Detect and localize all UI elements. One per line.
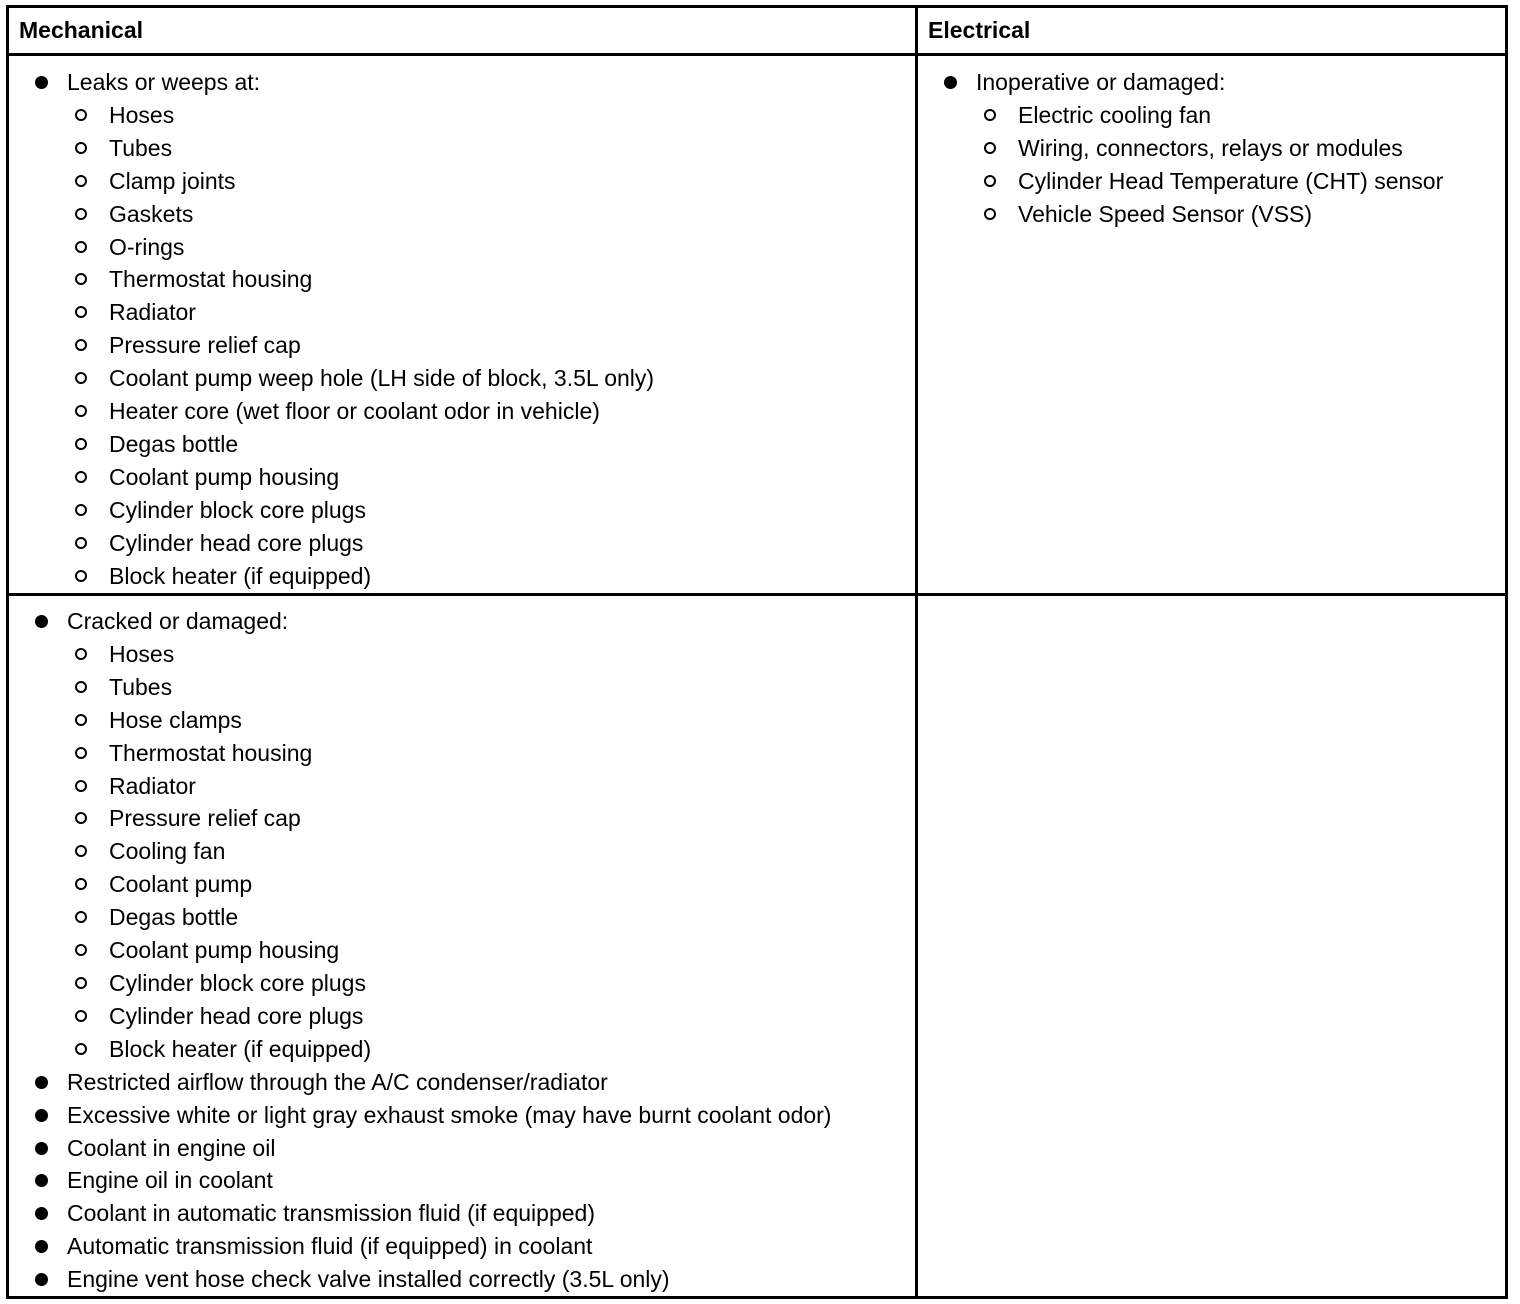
circle-bullet-icon [75,681,87,693]
circle-bullet-icon [984,142,996,154]
sub-list-item-text: Radiator [109,772,196,799]
sub-list-item-text: O-rings [109,233,185,260]
bullet-list [9,66,915,593]
sub-list-item-text: Cylinder block core plugs [109,969,366,996]
circle-bullet-icon [75,747,87,759]
list-item [9,1263,915,1296]
sub-list-item-text: Coolant pump [109,871,253,898]
circle-bullet-icon [75,339,87,351]
circle-bullet-icon [75,648,87,660]
list-item-text: Restricted airflow through the A/C condenser/radiator [67,1068,608,1095]
sub-list-item [59,132,915,165]
sub-list-item [59,231,915,264]
sub-list-item-text: Cylinder head core plugs [109,1002,364,1029]
sub-list-item [59,99,915,132]
sub-list-item-text: Hose clamps [109,706,242,733]
sub-list-item [59,770,915,803]
list-item-text: Engine vent hose check valve installed correctly (3.5L only) [67,1266,670,1293]
list-item-text: Excessive white or light gray exhaust smoke (may have burnt coolant odor) [67,1101,832,1128]
electrical-cell [917,595,1507,1298]
sub-list-item [968,165,1505,198]
bullet-icon [35,1240,48,1253]
sub-list-item [968,99,1505,132]
sub-list-item [59,901,915,934]
circle-bullet-icon [75,944,87,956]
sub-list-item [59,494,915,527]
circle-bullet-icon [75,142,87,154]
sub-list-item-text: Coolant pump weep hole (LH side of block, 3.5L only) [109,365,655,392]
list-item [9,1230,915,1263]
circle-bullet-icon [75,911,87,923]
list-item [9,1132,915,1165]
mechanical-cell [8,595,917,1298]
list-item-text: Cracked or damaged: [67,608,289,634]
table-row [8,55,1507,595]
circle-bullet-icon [75,372,87,384]
circle-bullet-icon [75,306,87,318]
sub-list-item-text: Cylinder head core plugs [109,529,364,556]
list-item-text: Engine oil in coolant [67,1167,273,1194]
sub-list-item-text: Tubes [109,134,173,161]
sub-list-item-text: Thermostat housing [109,739,313,766]
header-row [8,7,1507,55]
circle-bullet-icon [75,1043,87,1055]
sub-list-item-text: Heater core (wet floor or coolant odor in vehicle) [109,398,600,425]
sub-list-item-text: Coolant pump housing [109,463,340,490]
sub-list-item [59,671,915,704]
sub-list [976,99,1505,231]
list-item [9,605,915,1066]
sub-list-item [59,802,915,835]
bullet-list [918,66,1505,231]
sub-list-item-text: Hoses [109,101,175,128]
sub-list-item [59,560,915,593]
list-item [9,1099,915,1132]
sub-list-item-text: Gaskets [109,200,194,227]
bullet-icon [35,1273,48,1286]
bullet-icon [944,76,957,89]
sub-list-item-text: Cooling fan [109,838,226,865]
circle-bullet-icon [75,1010,87,1022]
list-item-text: Coolant in engine oil [67,1134,276,1161]
circle-bullet-icon [75,845,87,857]
sub-list-item-text: Block heater (if equipped) [109,1035,372,1062]
bullet-icon [35,76,48,89]
sub-list-item-text: Vehicle Speed Sensor (VSS) [1018,200,1313,227]
circle-bullet-icon [75,241,87,253]
sub-list-item-text: Pressure relief cap [109,332,301,359]
list-item [9,66,915,593]
sub-list-item [59,165,915,198]
mechanical-header: Mechanical [8,7,917,55]
circle-bullet-icon [75,570,87,582]
circle-bullet-icon [75,878,87,890]
sub-list-item-text: Cylinder Head Temperature (CHT) sensor [1018,167,1444,194]
sub-list-item-text: Pressure relief cap [109,805,301,832]
sub-list-item [59,1033,915,1066]
sub-list [67,99,915,593]
bullet-icon [35,1142,48,1155]
sub-list-item [59,1000,915,1033]
circle-bullet-icon [75,405,87,417]
sub-list-item [968,132,1505,165]
circle-bullet-icon [984,109,996,121]
circle-bullet-icon [984,208,996,220]
sub-list-item [968,198,1505,231]
sub-list-item-text: Radiator [109,299,196,326]
sub-list-item-text: Tubes [109,673,173,700]
sub-list-item [59,329,915,362]
circle-bullet-icon [984,175,996,187]
circle-bullet-icon [75,471,87,483]
sub-list-item [59,967,915,1000]
list-item-text: Automatic transmission fluid (if equipped) in coolant [67,1233,593,1260]
inspection-table [6,5,1508,1299]
circle-bullet-icon [75,714,87,726]
sub-list-item [59,704,915,737]
sub-list-item [59,737,915,770]
sub-list-item [59,934,915,967]
sub-list-item [59,527,915,560]
circle-bullet-icon [75,537,87,549]
bullet-icon [35,1109,48,1122]
list-item [9,1197,915,1230]
list-item-text: Coolant in automatic transmission fluid (if equipped) [67,1200,595,1227]
sub-list-item-text: Thermostat housing [109,266,313,293]
sub-list-item [59,296,915,329]
table-row [8,595,1507,1298]
bullet-icon [35,615,48,628]
circle-bullet-icon [75,812,87,824]
bullet-list [9,605,915,1296]
sub-list-item-text: Clamp joints [109,167,236,194]
sub-list-item-text: Electric cooling fan [1018,101,1212,128]
sub-list-item [59,428,915,461]
circle-bullet-icon [75,977,87,989]
list-item [9,1066,915,1099]
sub-list-item [59,198,915,231]
mechanical-cell [8,55,917,595]
sub-list-item [59,461,915,494]
sub-list-item-text: Cylinder block core plugs [109,496,366,523]
list-item [918,66,1505,231]
circle-bullet-icon [75,780,87,792]
sub-list-item [59,868,915,901]
list-item [9,1164,915,1197]
sub-list [67,638,915,1066]
bullet-icon [35,1207,48,1220]
sub-list-item [59,263,915,296]
bullet-icon [35,1174,48,1187]
sub-list-item-text: Wiring, connectors, relays or modules [1018,134,1403,161]
electrical-cell [917,55,1507,595]
circle-bullet-icon [75,273,87,285]
list-item-text: Leaks or weeps at: [67,69,261,95]
sub-list-item-text: Block heater (if equipped) [109,562,372,589]
bullet-icon [35,1076,48,1089]
circle-bullet-icon [75,109,87,121]
sub-list-item-text: Degas bottle [109,430,239,457]
list-item-text: Inoperative or damaged: [976,69,1226,95]
sub-list-item-text: Degas bottle [109,904,239,931]
sub-list-item [59,362,915,395]
sub-list-item [59,638,915,671]
circle-bullet-icon [75,175,87,187]
sub-list-item [59,395,915,428]
electrical-header: Electrical [917,7,1507,55]
circle-bullet-icon [75,504,87,516]
circle-bullet-icon [75,208,87,220]
sub-list-item [59,835,915,868]
sub-list-item-text: Hoses [109,640,175,667]
sub-list-item-text: Coolant pump housing [109,937,340,964]
circle-bullet-icon [75,438,87,450]
